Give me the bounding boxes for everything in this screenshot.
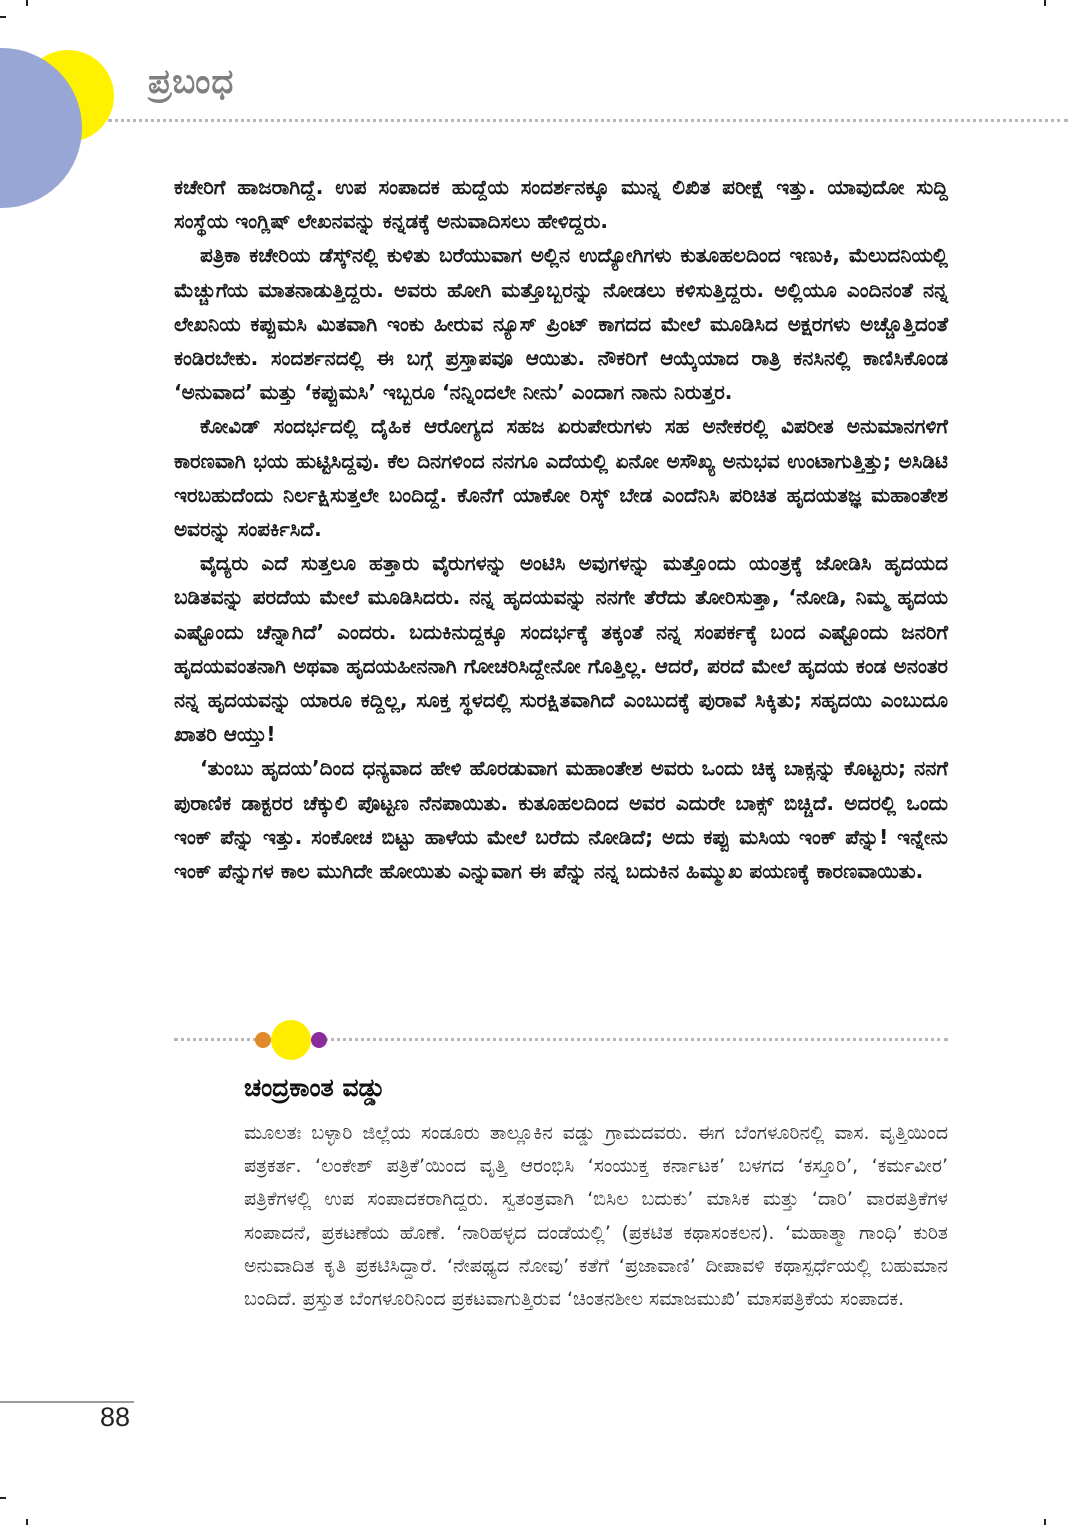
crop-mark bbox=[1044, 0, 1046, 6]
divider-dots bbox=[250, 1018, 334, 1062]
yellow-dot bbox=[271, 1020, 311, 1060]
article-paragraph: ಕೋವಿಡ್ ಸಂದರ್ಭದಲ್ಲಿ ದೈಹಿಕ ಆರೋಗ್ಯದ ಸಹಜ ಏರುಪೇರುಗಳು ಸಹ ಅನೇಕರಲ್ಲಿ ವಿಪರೀತ ಅನುಮಾನಗಳಿಗೆ ಕಾರಣವಾಗಿ ಭಯ ಹುಟ್ಟಿಸಿದ್ದವು. ಕೆಲ ದಿನಗಳಿಂದ ನನಗೂ ಎದೆಯಲ್ಲಿ ಏನೋ ಅಸೌಖ್ಯ ಅನುಭವ ಉಂಟಾಗುತ್ತಿತ್ತು; ಅಸಿಡಿಟಿ ಇರಬಹುದೆಂದು ನಿರ್ಲಕ್ಷಿಸುತ್ತಲೇ ಬಂದಿದ್ದೆ. ಕೊನೆಗೆ ಯಾಕೋ ರಿಸ್ಕ್ ಬೇಡ ಎಂದೆನಿಸಿ ಪರಿಚಿತ ಹೃದಯತಜ್ಞ ಮಹಾಂತೇಶ ಅವರನ್ನು ಸಂಪರ್ಕಿಸಿದೆ. bbox=[174, 414, 948, 542]
purple-dot bbox=[311, 1032, 327, 1048]
article-body bbox=[174, 170, 948, 888]
author-name: ಚಂದ್ರಕಾಂತ ವಡ್ಡು bbox=[244, 1073, 386, 1102]
orange-dot bbox=[255, 1032, 271, 1048]
article-paragraph: ವೈದ್ಯರು ಎದೆ ಸುತ್ತಲೂ ಹತ್ತಾರು ವೈರುಗಳನ್ನು ಅಂಟಿಸಿ ಅವುಗಳನ್ನು ಮತ್ತೊಂದು ಯಂತ್ರಕ್ಕೆ ಜೋಡಿಸಿ ಹೃದಯದ ಬಡಿತವನ್ನು ಪರದೆಯ ಮೇಲೆ ಮೂಡಿಸಿದರು. ನನ್ನ ಹೃದಯವನ್ನು ನನಗೇ ತೆರೆದು ತೋರಿಸುತ್ತಾ, ‘ನೋಡಿ, ನಿಮ್ಮ ಹೃದಯ ಎಷ್ಟೊಂದು ಚೆನ್ನಾಗಿದೆ’ ಎಂದರು. ಬದುಕಿನುದ್ದಕ್ಕೂ ಸಂದರ್ಭಕ್ಕೆ ತಕ್ಕಂತೆ ನನ್ನ ಸಂಪರ್ಕಕ್ಕೆ ಬಂದ ಎಷ್ಟೊಂದು ಜನರಿಗೆ ಹೃದಯವಂತನಾಗಿ ಅಥವಾ ಹೃದಯಹೀನನಾಗಿ ಗೋಚರಿಸಿದ್ದೇನೋ ಗೊತ್ತಿಲ್ಲ. ಆದರೆ, ಪರದೆ ಮೇಲೆ ಹೃದಯ ಕಂಡ ಅನಂತರ ನನ್ನ ಹೃದಯವನ್ನು ಯಾರೂ ಕದ್ದಿಲ್ಲ, ಸೂಕ್ತ ಸ್ಥಳದಲ್ಲಿ ಸುರಕ್ಷಿತವಾಗಿದೆ ಎಂಬುದಕ್ಕೆ ಪುರಾವೆ ಸಿಕ್ಕಿತು; ಸಹೃದಯಿ ಎಂಬುದೂ ಖಾತರಿ ಆಯ್ತು! bbox=[174, 551, 948, 747]
header-decoration bbox=[0, 0, 130, 210]
crop-mark bbox=[26, 1519, 28, 1525]
page-number: 88 bbox=[100, 1402, 131, 1432]
article-paragraph: ಕಚೇರಿಗೆ ಹಾಜರಾಗಿದ್ದೆ. ಉಪ ಸಂಪಾದಕ ಹುದ್ದೆಯ ಸಂದರ್ಶನಕ್ಕೂ ಮುನ್ನ ಲಿಖಿತ ಪರೀಕ್ಷೆ ಇತ್ತು. ಯಾವುದೋ ಸುದ್ದಿ ಸಂಸ್ಥೆಯ ಇಂಗ್ಲಿಷ್ ಲೇಖನವನ್ನು ಕನ್ನಡಕ್ಕೆ ಅನುವಾದಿಸಲು ಹೇಳಿದ್ದರು. bbox=[174, 175, 948, 234]
header-divider bbox=[108, 119, 1068, 122]
article-paragraph: ಪತ್ರಿಕಾ ಕಚೇರಿಯ ಡೆಸ್ಕ್‌ನಲ್ಲಿ ಕುಳಿತು ಬರೆಯುವಾಗ ಅಲ್ಲಿನ ಉದ್ಯೋಗಿಗಳು ಕುತೂಹಲದಿಂದ ಇಣುಕಿ, ಮೆಲುದನಿಯಲ್ಲಿ ಮೆಚ್ಚುಗೆಯ ಮಾತನಾಡುತ್ತಿದ್ದರು. ಅವರು ಹೋಗಿ ಮತ್ತೊಬ್ಬರನ್ನು ನೋಡಲು ಕಳಿಸುತ್ತಿದ್ದರು. ಅಲ್ಲಿಯೂ ಎಂದಿನಂತೆ ನನ್ನ ಲೇಖನಿಯ ಕಪ್ಪುಮಸಿ ಮಿತವಾಗಿ ಇಂಕು ಹೀರುವ ನ್ಯೂಸ್ ಪ್ರಿಂಟ್ ಕಾಗದದ ಮೇಲೆ ಮೂಡಿಸಿದ ಅಕ್ಷರಗಳು ಅಚ್ಚೊತ್ತಿದಂತೆ ಕಂಡಿರಬೇಕು. ಸಂದರ್ಶನದಲ್ಲಿ ಈ ಬಗ್ಗೆ ಪ್ರಸ್ತಾಪವೂ ಆಯಿತು. ನೌಕರಿಗೆ ಆಯ್ಕೆಯಾದ ರಾತ್ರಿ ಕನಸಿನಲ್ಲಿ ಕಾಣಿಸಿಕೊಂಡ ‘ಅನುವಾದ’ ಮತ್ತು ‘ಕಪ್ಪುಮಸಿ’ ಇಬ್ಬರೂ ‘ನನ್ನಿಂದಲೇ ನೀನು’ ಎಂದಾಗ ನಾನು ನಿರುತ್ತರ. bbox=[174, 243, 948, 405]
crop-mark bbox=[1044, 1519, 1046, 1525]
section-title: ಪ್ರಬಂಧ bbox=[148, 62, 235, 102]
author-bio: ಮೂಲತಃ ಬಳ್ಳಾರಿ ಜಿಲ್ಲೆಯ ಸಂಡೂರು ತಾಲ್ಲೂಕಿನ ವಡ್ಡು ಗ್ರಾಮದವರು. ಈಗ ಬೆಂಗಳೂರಿನಲ್ಲಿ ವಾಸ. ವೃತ್ತಿಯಿಂದ ಪತ್ರಕರ್ತ. ‘ಲಂಕೇಶ್ ಪತ್ರಿಕೆ’ಯಿಂದ ವೃತ್ತಿ ಆರಂಭಿಸಿ ‘ಸಂಯುಕ್ತ ಕರ್ನಾಟಕ’ ಬಳಗದ ‘ಕಸ್ತೂರಿ’, ‘ಕರ್ಮವೀರ’ ಪತ್ರಿಕೆಗಳಲ್ಲಿ ಉಪ ಸಂಪಾದಕರಾಗಿದ್ದರು. ಸ್ವತಂತ್ರವಾಗಿ ‘ಬಿಸಿಲ ಬದುಕು’ ಮಾಸಿಕ ಮತ್ತು ‘ದಾರಿ’ ವಾರಪತ್ರಿಕೆಗಳ ಸಂಪಾದನೆ, ಪ್ರಕಟಣೆಯ ಹೊಣೆ. ‘ನಾರಿಹಳ್ಳದ ದಂಡೆಯಲ್ಲಿ’ (ಪ್ರಕಟಿತ ಕಥಾಸಂಕಲನ). ‘ಮಹಾತ್ಮಾ ಗಾಂಧಿ’ ಕುರಿತ ಅನುವಾದಿತ ಕೃತಿ ಪ್ರಕಟಿಸಿದ್ದಾರೆ. ‘ನೇಪಥ್ಯದ ನೋವು’ ಕತೆಗೆ ‘ಪ್ರಜಾವಾಣಿ’ ದೀಪಾವಳಿ ಕಥಾಸ್ಪರ್ಧೆಯಲ್ಲಿ ಬಹುಮಾನ ಬಂದಿದೆ. ಪ್ರಸ್ತುತ ಬೆಂಗಳೂರಿನಿಂದ ಪ್ರಕಟವಾಗುತ್ತಿರುವ ‘ಚಿಂತನಶೀಲ ಸಮಾಜಮುಖಿ’ ಮಾಸಪತ್ರಿಕೆಯ ಸಂಪಾದಕ. bbox=[244, 1122, 948, 1311]
article-paragraph: ‘ತುಂಬು ಹೃದಯ’ದಿಂದ ಧನ್ಯವಾದ ಹೇಳಿ ಹೊರಡುವಾಗ ಮಹಾಂತೇಶ ಅವರು ಒಂದು ಚಿಕ್ಕ ಬಾಕ್ಸನ್ನು ಕೊಟ್ಟರು; ನನಗೆ ಪುರಾಣಿಕ ಡಾಕ್ಟರರ ಚೆಕ್ಕುಲಿ ಪೊಟ್ಟಣ ನೆನಪಾಯಿತು. ಕುತೂಹಲದಿಂದ ಅವರ ಎದುರೇ ಬಾಕ್ಸ್ ಬಿಚ್ಚಿದೆ. ಅದರಲ್ಲಿ ಒಂದು ಇಂಕ್ ಪೆನ್ನು ಇತ್ತು. ಸಂಕೋಚ ಬಿಟ್ಟು ಹಾಳೆಯ ಮೇಲೆ ಬರೆದು ನೋಡಿದೆ; ಅದು ಕಪ್ಪು ಮಸಿಯ ಇಂಕ್ ಪೆನ್ನು! ಇನ್ನೇನು ಇಂಕ್ ಪೆನ್ನುಗಳ ಕಾಲ ಮುಗಿದೇ ಹೋಯಿತು ಎನ್ನುವಾಗ ಈ ಪೆನ್ನು ನನ್ನ ಬದುಕಿನ ಹಿಮ್ಮುಖ ಪಯಣಕ್ಕೆ ಕಾರಣವಾಯಿತು. bbox=[174, 756, 948, 884]
crop-mark bbox=[0, 1497, 6, 1499]
